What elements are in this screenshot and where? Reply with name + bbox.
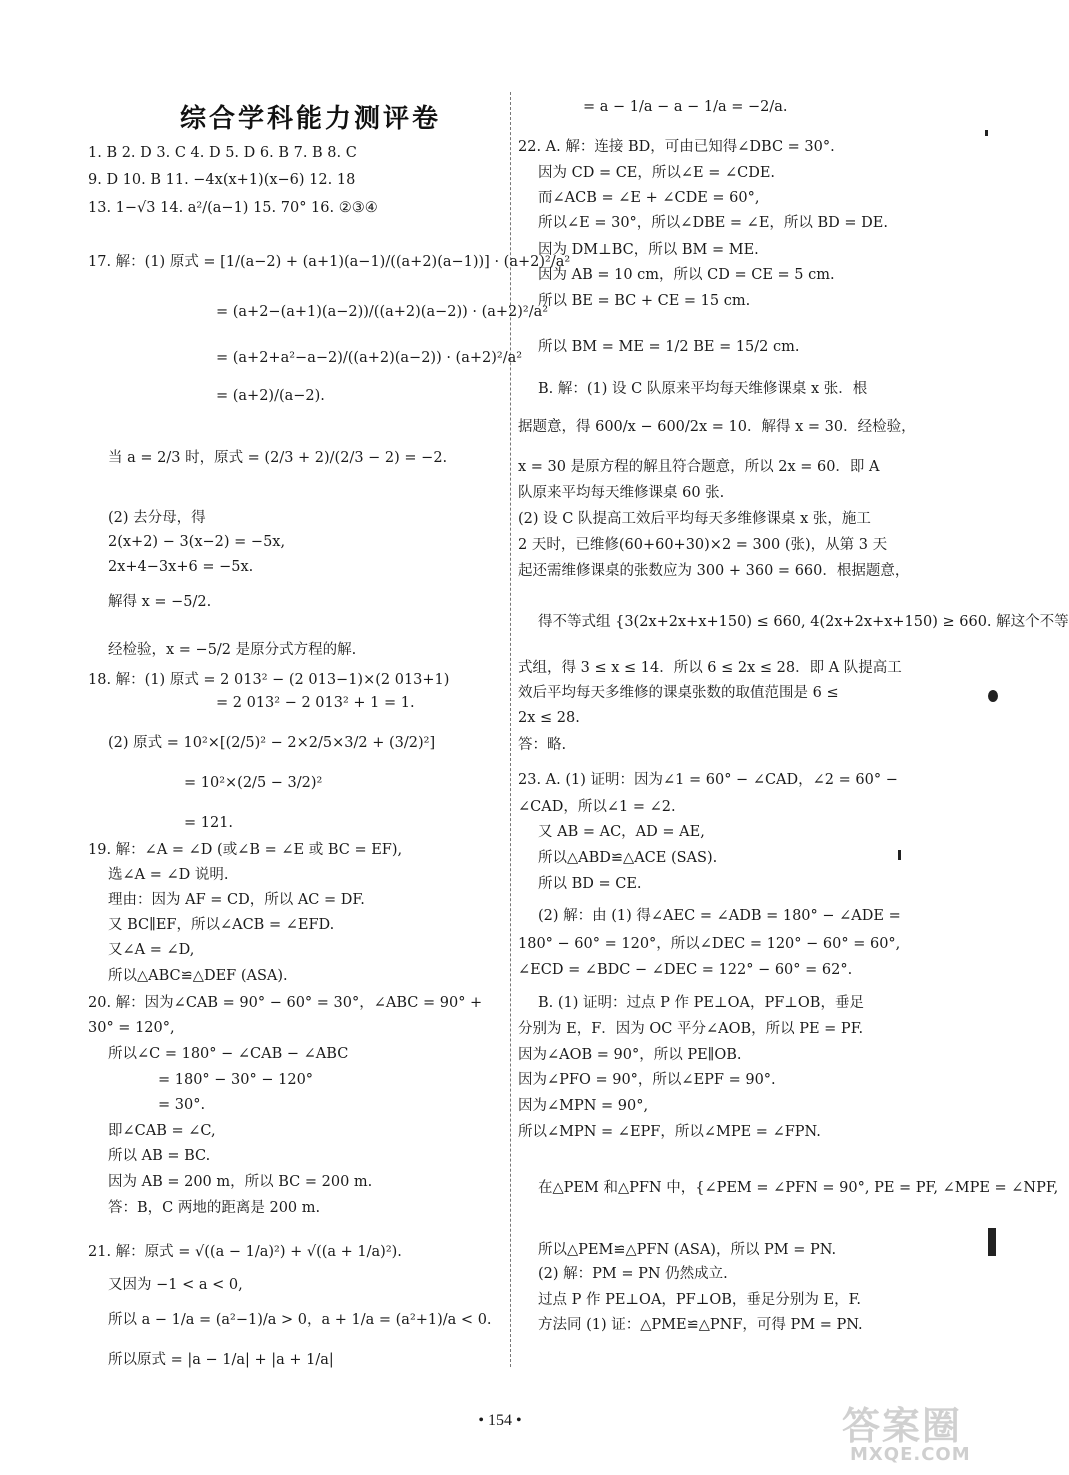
right-text-line: 因为 DM⊥BC，所以 BM = ME. xyxy=(538,242,759,258)
right-text-line: B. (1) 证明：过点 P 作 PE⊥OA，PF⊥OB，垂足 xyxy=(538,995,864,1011)
right-text-line: (2) 解：由 (1) 得∠AEC = ∠ADB = 180° − ∠ADE = xyxy=(538,908,901,924)
right-text-line: 而∠ACB = ∠E + ∠CDE = 60°, xyxy=(538,190,760,206)
right-text-line: 答：略. xyxy=(518,737,567,753)
scan-speck xyxy=(988,1228,996,1256)
right-text-line: x = 30 是原方程的解且符合题意，所以 2x = 60．即 A xyxy=(518,459,880,475)
right-text-line: 180° − 60° = 120°，所以∠DEC = 120° − 60° = 60°, xyxy=(518,936,901,952)
left-text-line: (2) 去分母，得 xyxy=(108,510,206,526)
left-text-line: = 10²×(2/5 − 3/2)² xyxy=(184,775,323,791)
watermark-main: 答案圈 xyxy=(842,1404,963,1448)
right-text-line: 所以△ABD≌△ACE (SAS). xyxy=(538,850,718,866)
left-text-line: 30° = 120°, xyxy=(88,1020,175,1036)
right-text-line: B. 解：(1) 设 C 队原来平均每天维修课桌 x 张．根 xyxy=(538,381,868,397)
right-text-line: (2) 解：PM = PN 仍然成立. xyxy=(538,1266,728,1282)
left-text-line: 经检验，x = −5/2 是原分式方程的解. xyxy=(108,642,357,658)
left-text-line: = (a+2+a²−a−2)/((a+2)(a−2)) · (a+2)²/a² xyxy=(216,350,523,366)
left-text-line: 9. D 10. B 11. −4x(x+1)(x−6) 12. 18 xyxy=(88,172,356,188)
right-text-line: 队原来平均每天维修课桌 60 张. xyxy=(518,485,725,501)
watermark-logo xyxy=(842,1395,992,1465)
right-text-line: 所以∠MPN = ∠EPF，所以∠MPE = ∠FPN. xyxy=(518,1124,821,1140)
left-text-line: 17. 解：(1) 原式 = [1/(a−2) + (a+1)(a−1)/((a+2)(a−1))] · (a+2)²/a² xyxy=(88,254,571,270)
watermark-sub: MXQE.COM xyxy=(850,1444,971,1465)
left-text-line: 1. B 2. D 3. C 4. D 5. D 6. B 7. B 8. C xyxy=(88,145,357,161)
left-text-line: 所以 AB = BC. xyxy=(108,1148,211,1164)
left-text-line: 理由：因为 AF = CD，所以 AC = DF. xyxy=(108,892,365,908)
left-text-line: 19. 解：∠A = ∠D (或∠B = ∠E 或 BC = EF), xyxy=(88,842,403,858)
left-text-line: 所以 a − 1/a = (a²−1)/a > 0，a + 1/a = (a²+1)/a < 0. xyxy=(108,1312,492,1328)
left-text-line: = 30°. xyxy=(158,1097,206,1113)
left-text-line: 又因为 −1 < a < 0, xyxy=(108,1277,243,1293)
left-text-line: = 180° − 30° − 120° xyxy=(158,1072,314,1088)
left-text-line: = 2 013² − 2 013² + 1 = 1. xyxy=(216,695,415,711)
left-text-line: 即∠CAB = ∠C, xyxy=(108,1123,216,1139)
left-text-line: 13. 1−√3 14. a²/(a−1) 15. 70° 16. ②③④ xyxy=(88,200,378,216)
left-text-line: (2) 原式 = 10²×[(2/5)² − 2×2/5×3/2 + (3/2)²] xyxy=(108,735,436,751)
right-text-line: = a − 1/a − a − 1/a = −2/a. xyxy=(583,99,788,115)
left-text-line: = (a+2−(a+1)(a−2))/((a+2)(a−2)) · (a+2)²/a² xyxy=(216,304,549,320)
right-text-line: 得不等式组 {3(2x+2x+x+150) ≤ 660, 4(2x+2x+x+150) ≥ 660. 解这个不等 xyxy=(538,614,1069,630)
left-text-line: 2(x+2) − 3(x−2) = −5x, xyxy=(108,534,286,550)
right-text-line: 因为∠MPN = 90°, xyxy=(518,1098,649,1114)
left-text-line: 18. 解：(1) 原式 = 2 013² − (2 013−1)×(2 013+1) xyxy=(88,672,450,688)
column-divider xyxy=(510,92,511,1367)
right-text-line: 又 AB = AC，AD = AE, xyxy=(538,824,705,840)
left-text-line: 因为 AB = 200 m，所以 BC = 200 m. xyxy=(108,1174,373,1190)
left-text-line: 答：B，C 两地的距离是 200 m. xyxy=(108,1200,321,1216)
left-text-line: 所以∠C = 180° − ∠CAB − ∠ABC xyxy=(108,1046,349,1062)
left-text-line: = (a+2)/(a−2). xyxy=(216,388,325,404)
right-text-line: 因为∠AOB = 90°，所以 PE∥OB. xyxy=(518,1047,742,1063)
right-text-line: 方法同 (1) 证：△PME≌△PNF，可得 PM = PN. xyxy=(538,1317,863,1333)
right-text-line: 22. A. 解：连接 BD，可由已知得∠DBC = 30°. xyxy=(518,139,835,155)
right-text-line: 分别为 E，F．因为 OC 平分∠AOB，所以 PE = PF. xyxy=(518,1021,864,1037)
left-text-line: 所以原式 = |a − 1/a| + |a + 1/a| xyxy=(108,1352,334,1368)
right-text-line: 所以△PEM≌△PFN (ASA)，所以 PM = PN. xyxy=(538,1242,837,1258)
right-text-line: 因为∠PFO = 90°，所以∠EPF = 90°. xyxy=(518,1072,776,1088)
left-text-line: = 121. xyxy=(184,815,234,831)
right-text-line: (2) 设 C 队提高工效后平均每天多维修课桌 x 张，施工 xyxy=(518,511,871,527)
right-text-line: ∠ECD = ∠BDC − ∠DEC = 122° − 60° = 62°. xyxy=(518,962,853,978)
right-text-line: 起还需维修课桌的张数应为 300 + 360 = 660．根据题意， xyxy=(518,563,910,579)
left-text-line: 选∠A = ∠D 说明. xyxy=(108,867,229,883)
right-text-line: 所以 BD = CE. xyxy=(538,876,642,892)
scan-speck xyxy=(985,130,988,136)
right-text-line: 23. A. (1) 证明：因为∠1 = 60° − ∠CAD，∠2 = 60° − xyxy=(518,772,898,788)
left-text-line: 21. 解：原式 = √((a − 1/a)²) + √((a + 1/a)²). xyxy=(88,1244,402,1260)
right-text-line: 因为 CD = CE，所以∠E = ∠CDE. xyxy=(538,165,776,181)
scan-speck xyxy=(988,690,998,702)
right-text-line: 所以 BM = ME = 1/2 BE = 15/2 cm. xyxy=(538,339,800,355)
right-text-line: 2x ≤ 28. xyxy=(518,710,580,726)
left-text-line: 2x+4−3x+6 = −5x. xyxy=(108,559,254,575)
right-text-line: 在△PEM 和△PFN 中，{∠PEM = ∠PFN = 90°, PE = PF, ∠MPE = ∠NPF, xyxy=(538,1180,1059,1196)
right-text-line: 式组，得 3 ≤ x ≤ 14．所以 6 ≤ 2x ≤ 28．即 A 队提高工 xyxy=(518,660,902,676)
scan-speck xyxy=(898,850,901,860)
page-number: • 154 • xyxy=(478,1412,522,1429)
right-text-line: 因为 AB = 10 cm，所以 CD = CE = 5 cm. xyxy=(538,267,835,283)
left-text-line: 又∠A = ∠D, xyxy=(108,942,195,958)
right-text-line: ∠CAD，所以∠1 = ∠2. xyxy=(518,799,676,815)
left-text-line: 又 BC∥EF，所以∠ACB = ∠EFD. xyxy=(108,917,335,933)
page-title: 综合学科能力测评卷 xyxy=(180,104,442,134)
left-text-line: 20. 解：因为∠CAB = 90° − 60° = 30°，∠ABC = 90° + xyxy=(88,995,483,1011)
right-text-line: 据题意，得 600/x − 600/2x = 10．解得 x = 30．经检验， xyxy=(518,419,916,435)
right-text-line: 所以∠E = 30°，所以∠DBE = ∠E，所以 BD = DE. xyxy=(538,215,888,231)
right-text-line: 过点 P 作 PE⊥OA，PF⊥OB，垂足分别为 E，F. xyxy=(538,1292,862,1308)
right-text-line: 效后平均每天多维修的课桌张数的取值范围是 6 ≤ xyxy=(518,685,839,701)
left-text-line: 解得 x = −5/2. xyxy=(108,594,212,610)
left-text-line: 当 a = 2/3 时，原式 = (2/3 + 2)/(2/3 − 2) = −2. xyxy=(108,450,448,466)
left-text-line: 所以△ABC≌△DEF (ASA). xyxy=(108,968,288,984)
right-text-line: 所以 BE = BC + CE = 15 cm. xyxy=(538,293,751,309)
right-text-line: 2 天时，已维修(60+60+30)×2 = 300 (张)，从第 3 天 xyxy=(518,537,888,553)
